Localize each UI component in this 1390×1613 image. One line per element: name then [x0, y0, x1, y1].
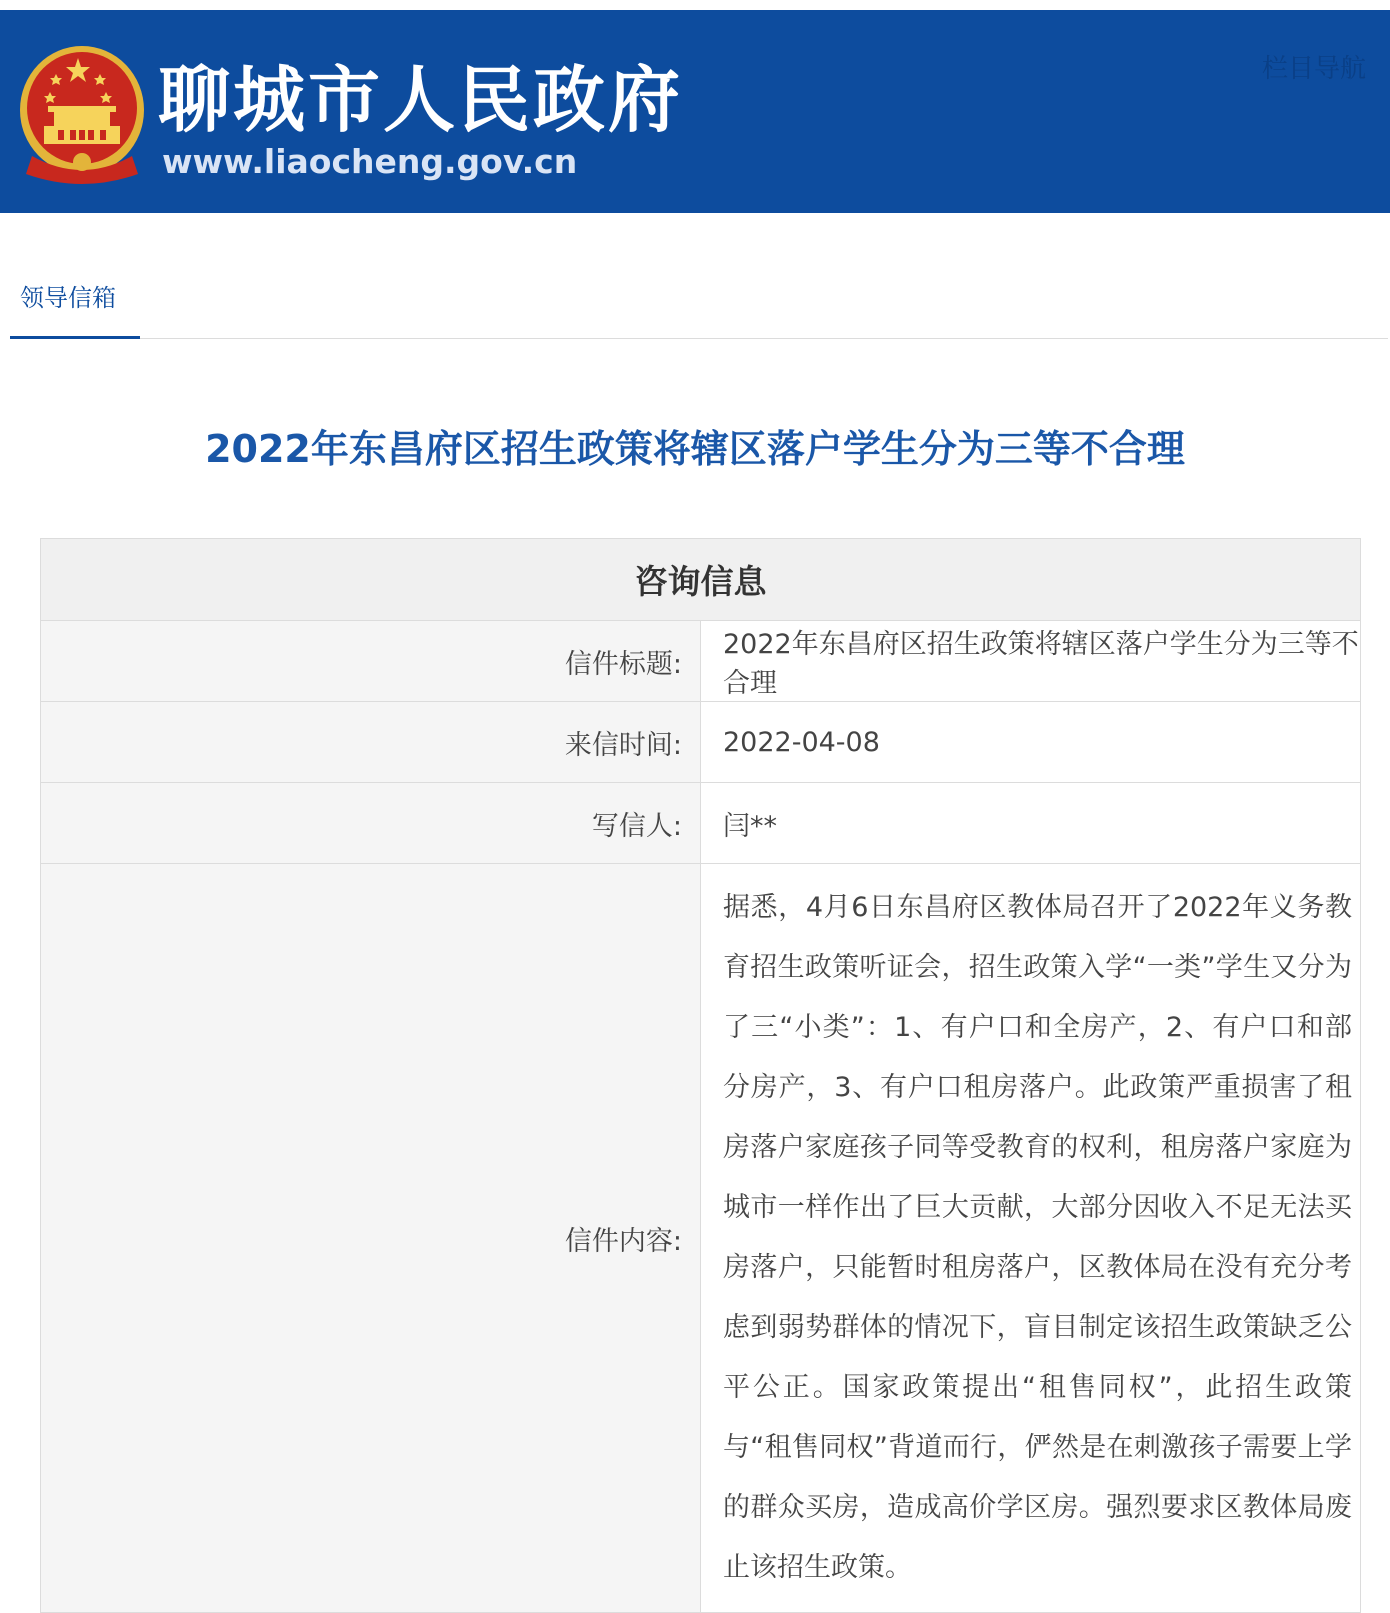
- table-row: [41, 621, 1361, 702]
- table-row: [41, 783, 1361, 864]
- national-emblem-icon: [18, 44, 146, 184]
- letter-date-label: 来信时间:: [41, 702, 701, 783]
- letter-content-value: 据悉，4月6日东昌府区教体局召开了2022年义务教育招生政策听证会，招生政策入学“一类”学生又分为了三“小类”：1、有户口和全房产，2、有户口和部分房产，3、有户口租房落户。此政策严重损害了租房落户家庭孩子同等受教育的权利，租房落户家庭为城市一样作出了巨大贡献，大部分因收入不足无法买房落户，只能暂时租房落户，区教体局在没有充分考虑到弱势群体的情况下，盲目制定该招生政策缺乏公平公正。国家政策提出“租售同权”，此招生政策与“租售同权”背道而行，俨然是在刺激孩子需要上学的群众买房，造成高价学区房。强烈要求区教体局废止该招生政策。: [701, 864, 1361, 1613]
- letter-content-label: 信件内容:: [41, 864, 701, 1613]
- site-title: 聊城市人民政府: [158, 58, 684, 142]
- consultation-info-table: [40, 538, 1361, 1613]
- site-header: [0, 10, 1390, 213]
- letter-title-value: 2022年东昌府区招生政策将辖区落户学生分为三等不合理: [701, 621, 1361, 702]
- letter-writer-label: 写信人:: [41, 783, 701, 864]
- letter-date-value: 2022-04-08: [701, 702, 1361, 783]
- letter-title-label: 信件标题:: [41, 621, 701, 702]
- section-heading: 咨询信息: [41, 539, 1361, 621]
- tab-label: 领导信箱: [20, 284, 116, 312]
- table-row: [41, 702, 1361, 783]
- table-row: [41, 864, 1361, 1613]
- letter-writer-value: 闫**: [701, 783, 1361, 864]
- column-nav-link[interactable]: 栏目导航: [1261, 54, 1366, 84]
- site-url: www.liaocheng.gov.cn: [162, 142, 578, 181]
- page-title: 2022年东昌府区招生政策将辖区落户学生分为三等不合理: [205, 427, 1185, 471]
- tab-leader-mailbox[interactable]: [10, 252, 140, 339]
- tab-bar: [10, 252, 1388, 339]
